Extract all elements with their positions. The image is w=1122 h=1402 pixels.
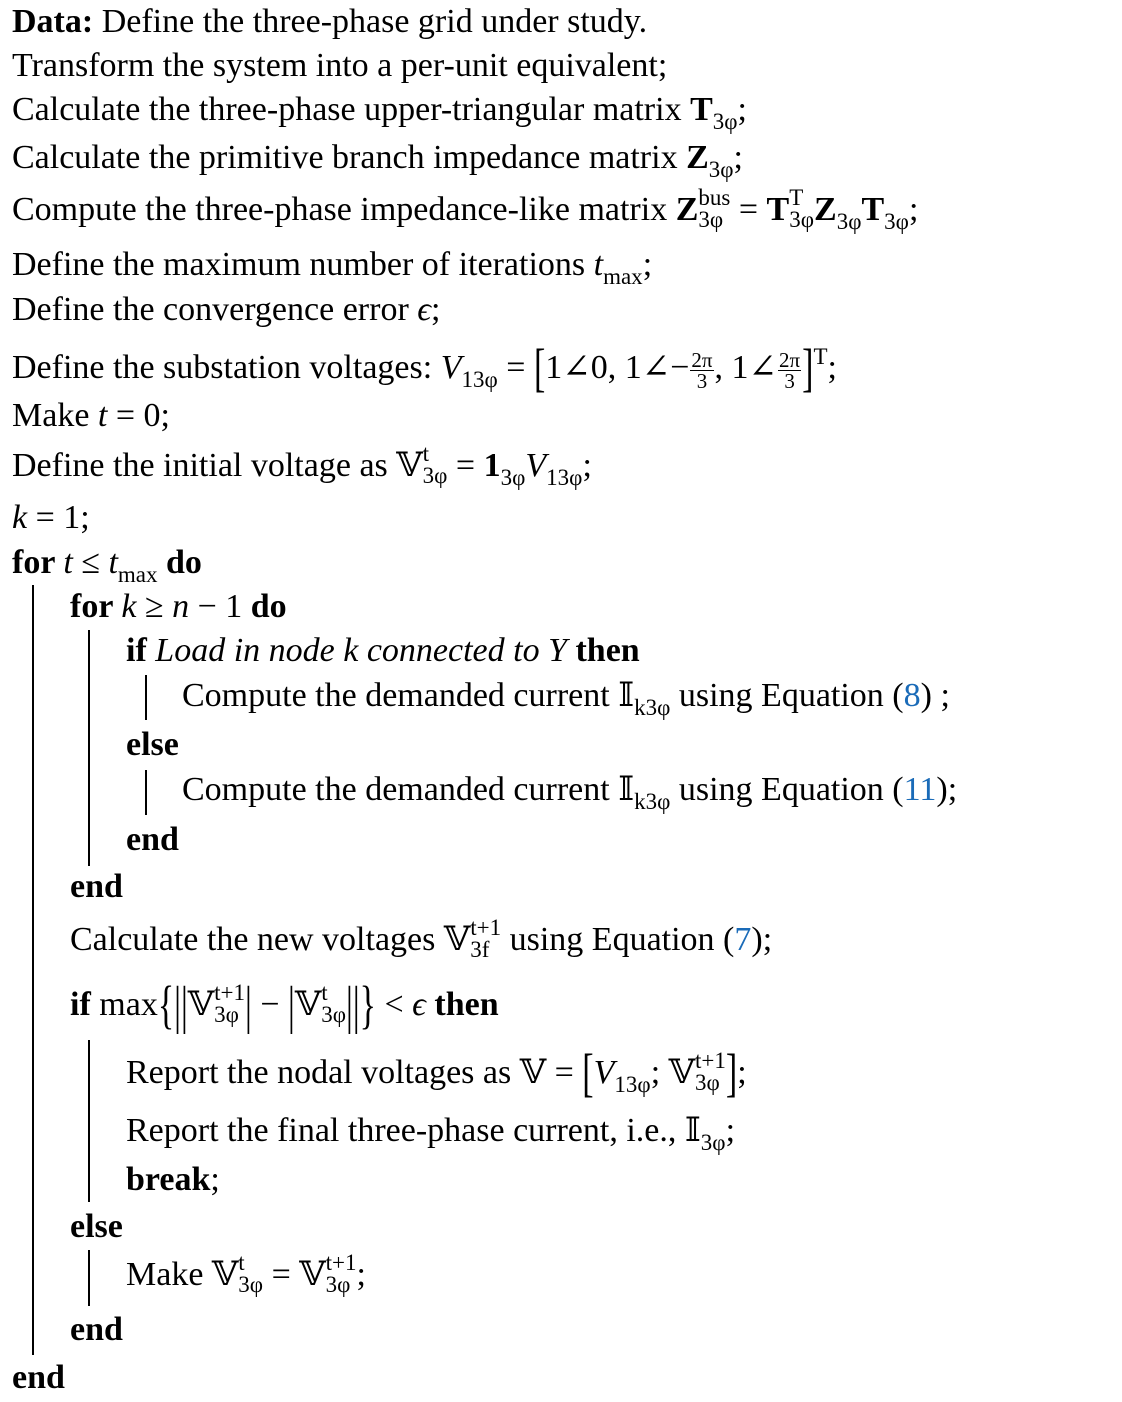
keyword: if [126,632,156,669]
subscript: max [117,562,158,587]
text: Report the nodal voltages as 𝕍 = [126,1054,583,1091]
superscript: t+1 [325,1250,357,1276]
delimiter: | [174,977,181,1035]
delimiter: | [288,977,295,1035]
block-bar-if-converged [88,1040,90,1202]
superscript: bus [698,185,731,211]
text: max [99,986,158,1023]
algorithm-line [126,1158,220,1202]
keyword: end [70,1311,123,1348]
superscript: t [321,980,328,1006]
subscript: 3φ [422,463,448,489]
text: − [251,986,289,1023]
text: ; [582,447,592,484]
block-bar-else-converged [88,1250,90,1306]
sub-superscript [321,982,346,1026]
subscript: 13φ [461,367,498,392]
algorithm-line [12,496,90,540]
text: Compute the demanded current 𝕀 [182,677,635,714]
algorithm-line [70,865,123,909]
algorithm-line [12,1356,65,1400]
equation-link[interactable]: 7 [734,921,752,958]
keyword: then [425,986,499,1023]
algorithm-line [12,541,202,585]
math-italic: V [525,447,547,484]
text: Define the three-phase grid under study. [93,3,648,40]
text: Define the maximum number of iterations [12,246,594,283]
keyword: if [70,986,100,1023]
subscript: k3φ [634,789,671,814]
text: ; [733,139,743,176]
block-bar-inner-for [88,630,90,866]
algorithm-line [12,340,837,398]
subscript: k3φ [634,695,671,720]
block-bar-else-load [145,770,147,815]
keyword: Z [675,191,699,228]
keyword: end [70,868,123,905]
text: ) ; [920,677,950,714]
text: Define the substation voltages: [12,349,441,386]
sub-superscript [423,443,448,487]
equation-link[interactable]: 11 [903,771,937,808]
math-italic: ϵ [412,986,426,1023]
text: Calculate the primitive branch impedance matrix [12,139,687,176]
block-bar-if-load [145,675,147,720]
text: Calculate the three-phase upper-triangular matrix [12,91,691,128]
denominator: 3 [696,368,708,393]
text: ; [356,1256,366,1293]
subscript: 3φ [789,207,814,233]
delimiter: | [180,977,188,1035]
keyword: for [70,588,122,625]
text: Compute the three-phase impedance-like matrix [12,191,676,228]
text: using Equation ( [501,921,735,958]
keyword: T [766,191,790,228]
subscript: 3φ [695,1070,720,1096]
delimiter: ] [802,340,814,398]
text: < [375,986,413,1023]
text: ); [751,921,773,958]
equation-link[interactable]: 8 [903,677,921,714]
text: = [497,349,534,386]
algorithm-line [12,441,592,490]
text: Compute the demanded current 𝕀 [182,771,635,808]
sub-superscript [698,187,730,231]
sub-superscript [695,1050,726,1094]
text: ; [737,91,747,128]
delimiter: ] [725,1045,738,1103]
text: ; [827,349,837,386]
algorithm-line [12,394,170,438]
algorithm-line [70,1308,123,1352]
text: Calculate the new voltages 𝕍 [70,921,471,958]
text: = 𝕍 [263,1256,326,1293]
text: = 0; [107,397,170,434]
algorithm-line [126,1250,366,1298]
text: , 1∠ [714,349,778,386]
keyword: 1 [483,447,501,484]
numerator: 2π [691,347,713,372]
math-italic: t [97,397,108,434]
algorithm-line [126,629,640,673]
algorithm-line [126,1109,735,1153]
algorithm-line [12,185,919,234]
algorithm-line [126,723,179,767]
denominator: 3 [784,368,795,393]
text: ; [908,191,919,228]
algorithm-line [70,915,773,963]
text: = [730,191,767,228]
subscript: 3φ [712,109,738,134]
subscript: 13φ [614,1072,651,1097]
text: = [447,447,484,484]
algorithm-line [12,88,747,132]
keyword: T [861,191,885,228]
keyword: else [70,1208,123,1245]
algorithm-line [126,1045,747,1103]
sub-superscript [326,1252,357,1296]
text: 𝕍 [294,986,322,1023]
math-italic: n [172,588,190,625]
algorithm-line [126,818,179,862]
keyword: end [12,1359,65,1396]
keyword: T [690,91,713,128]
keyword: break [126,1161,211,1198]
subscript: 3φ [321,1002,347,1028]
delimiter: | [245,977,252,1035]
algorithm-line [12,0,647,44]
subscript: 3φ [500,465,526,490]
superscript: T [789,185,804,211]
math-italic: k [121,588,137,625]
text: ≤ [72,544,109,581]
text: ; [430,291,441,328]
text: Make 𝕍 [126,1256,239,1293]
subscript: 3φ [836,209,862,234]
sub-superscript [214,982,245,1026]
subscript: 3f [470,937,490,963]
text: 𝕍 [187,986,215,1023]
sub-superscript [470,917,501,961]
fraction [778,347,801,393]
subscript: 3φ [238,1272,264,1298]
delimiter: [ [533,340,546,398]
text: Make [12,397,98,434]
subscript: 3φ [698,207,724,233]
text: ; [642,246,653,283]
math-italic: Load in node k connected to Y [155,632,567,669]
math-italic: ϵ [417,291,431,328]
sub-superscript [238,1252,263,1296]
algorithm-line [12,243,652,287]
subscript: 3φ [325,1272,351,1298]
keyword: end [126,821,179,858]
math-italic: t [63,544,73,581]
keyword: Z [686,139,709,176]
subscript: 3φ [214,1002,239,1028]
block-bar-outer-for [32,585,34,1355]
delimiter: | [352,977,360,1035]
algorithm-line [70,1205,123,1249]
math-italic: t [593,246,604,283]
text: ; [725,1112,736,1149]
subscript: 3φ [708,157,734,182]
superscript: t [422,441,430,467]
text: ; 𝕍 [650,1054,696,1091]
text: Transform the system into a per-unit equivalent; [12,47,668,84]
text: − 1 [189,588,251,625]
text: ≥ [136,588,173,625]
subscript: 13φ [546,465,583,490]
keyword: Data: [12,3,94,40]
superscript: T [813,344,828,369]
superscript: t+1 [214,980,246,1006]
superscript: t [238,1250,245,1276]
subscript: 3φ [700,1130,726,1155]
text: = 1; [27,499,90,536]
text: ); [936,771,958,808]
math-italic: V [440,349,462,386]
algorithm-line [12,136,743,180]
algorithm-line [70,585,287,629]
keyword: do [250,588,287,625]
text: ; [737,1054,747,1091]
keyword: do [157,544,202,581]
delimiter: | [346,977,353,1035]
math-italic: t [108,544,118,581]
delimiter: [ [582,1045,594,1103]
algorithm-line [12,288,440,332]
subscript: 3φ [884,209,909,234]
algorithm-line [182,768,957,812]
algorithm-line [70,977,499,1035]
text: Define the convergence error [12,291,418,328]
math-italic: V [593,1054,615,1091]
text: using Equation ( [670,771,904,808]
keyword: else [126,726,179,763]
text: Define the initial voltage as 𝕍 [12,447,423,484]
delimiter: { [157,977,175,1035]
keyword: then [566,632,640,669]
subscript: max [603,264,643,289]
text: Report the final three-phase current, i.e., 𝕀 [126,1112,701,1149]
text: ; [210,1161,220,1198]
superscript: t+1 [695,1048,726,1074]
math-italic: k [12,499,28,536]
delimiter: } [359,977,376,1035]
text: using Equation ( [670,677,904,714]
algorithm-line [182,674,950,718]
superscript: t+1 [470,915,502,941]
keyword: for [12,544,64,581]
fraction [690,347,713,393]
text: 1∠0, 1∠− [545,349,690,386]
numerator: 2π [779,347,801,372]
sub-superscript [789,187,814,231]
algorithm-line [12,44,667,88]
keyword: Z [814,191,837,228]
